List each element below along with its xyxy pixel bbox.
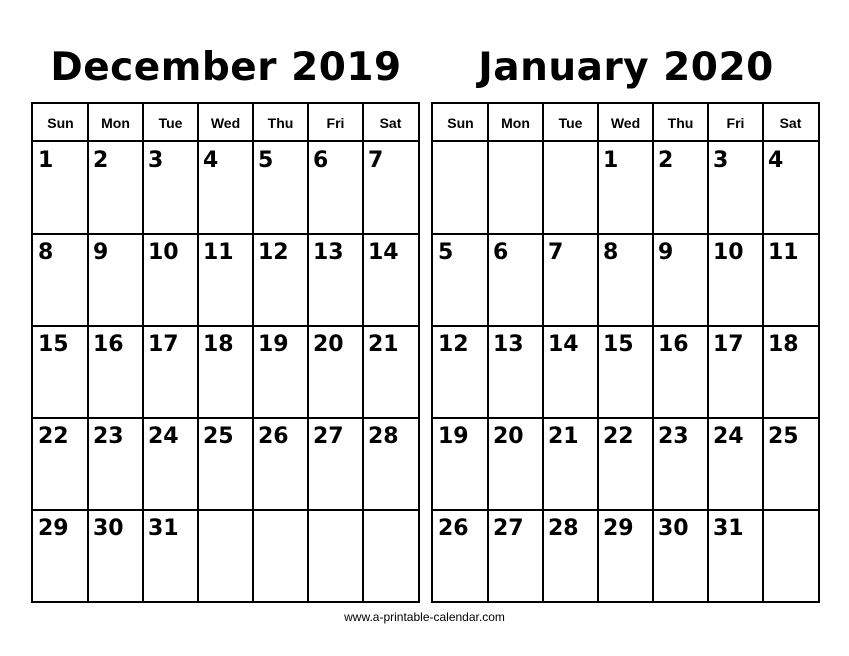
day-number: 12	[258, 240, 289, 265]
weekday-sun: Sun	[47, 115, 74, 131]
weekday-fri: Fri	[326, 115, 345, 131]
day-number: 4	[203, 148, 219, 173]
weekday-tue: Tue	[558, 115, 583, 131]
grid-row-divider	[433, 417, 818, 419]
weekday-wed: Wed	[210, 115, 241, 131]
day-number: 13	[313, 240, 344, 265]
grid-column-divider	[652, 104, 654, 601]
day-number: 31	[713, 516, 744, 541]
day-number: 21	[368, 332, 399, 357]
day-number: 7	[368, 148, 384, 173]
day-number: 10	[148, 240, 179, 265]
day-number: 24	[713, 424, 744, 449]
weekday-header-row	[433, 104, 818, 142]
grid-column-divider	[762, 104, 764, 601]
day-number: 28	[368, 424, 399, 449]
day-number: 21	[548, 424, 579, 449]
day-number: 20	[493, 424, 524, 449]
day-number: 14	[548, 332, 579, 357]
day-number: 18	[768, 332, 799, 357]
grid-column-divider	[307, 104, 309, 601]
weekday-fri: Fri	[726, 115, 745, 131]
day-number: 15	[38, 332, 69, 357]
day-number: 12	[438, 332, 469, 357]
day-number: 1	[603, 148, 619, 173]
day-number: 8	[38, 240, 54, 265]
day-number: 5	[258, 148, 274, 173]
grid-column-divider	[252, 104, 254, 601]
day-number: 14	[368, 240, 399, 265]
day-number: 17	[148, 332, 179, 357]
grid-column-divider	[142, 104, 144, 601]
month-title: December 2019	[50, 45, 402, 90]
weekday-sat: Sat	[379, 115, 402, 131]
day-number: 30	[93, 516, 124, 541]
day-number: 20	[313, 332, 344, 357]
weekday-tue: Tue	[158, 115, 183, 131]
day-number: 6	[493, 240, 509, 265]
day-number: 30	[658, 516, 689, 541]
day-number: 22	[603, 424, 634, 449]
day-number: 29	[38, 516, 69, 541]
grid-column-divider	[542, 104, 544, 601]
day-number: 3	[148, 148, 164, 173]
day-number: 22	[38, 424, 69, 449]
day-number: 26	[438, 516, 469, 541]
day-number: 31	[148, 516, 179, 541]
day-number: 2	[93, 148, 109, 173]
day-number: 28	[548, 516, 579, 541]
weekday-thu: Thu	[267, 115, 294, 131]
day-number: 9	[93, 240, 109, 265]
grid-column-divider	[707, 104, 709, 601]
grid-column-divider	[362, 104, 364, 601]
weekday-header-row	[33, 104, 418, 142]
day-number: 16	[658, 332, 689, 357]
grid-column-divider	[597, 104, 599, 601]
day-number: 29	[603, 516, 634, 541]
day-number: 23	[658, 424, 689, 449]
day-number: 11	[768, 240, 799, 265]
grid-column-divider	[197, 104, 199, 601]
day-number: 1	[38, 148, 54, 173]
grid-column-divider	[87, 104, 89, 601]
day-number: 18	[203, 332, 234, 357]
calendar-grid	[431, 102, 820, 603]
day-number: 13	[493, 332, 524, 357]
calendar-grid	[31, 102, 420, 603]
day-number: 23	[93, 424, 124, 449]
day-number: 17	[713, 332, 744, 357]
footer-url: www.a-printable-calendar.com	[344, 610, 505, 624]
weekday-mon: Mon	[501, 115, 530, 131]
weekday-sat: Sat	[779, 115, 802, 131]
day-number: 24	[148, 424, 179, 449]
day-number: 3	[713, 148, 729, 173]
grid-row-divider	[33, 417, 418, 419]
day-number: 9	[658, 240, 674, 265]
grid-row-divider	[33, 325, 418, 327]
weekday-thu: Thu	[667, 115, 694, 131]
month-title: January 2020	[478, 45, 774, 90]
day-number: 27	[313, 424, 344, 449]
weekday-wed: Wed	[610, 115, 641, 131]
day-number: 25	[768, 424, 799, 449]
grid-row-divider	[33, 233, 418, 235]
day-number: 6	[313, 148, 329, 173]
day-number: 2	[658, 148, 674, 173]
day-number: 7	[548, 240, 564, 265]
day-number: 16	[93, 332, 124, 357]
grid-column-divider	[487, 104, 489, 601]
day-number: 26	[258, 424, 289, 449]
grid-row-divider	[433, 233, 818, 235]
day-number: 11	[203, 240, 234, 265]
day-number: 19	[438, 424, 469, 449]
day-number: 25	[203, 424, 234, 449]
day-number: 5	[438, 240, 454, 265]
grid-row-divider	[433, 325, 818, 327]
day-number: 8	[603, 240, 619, 265]
grid-row-divider	[33, 509, 418, 511]
day-number: 19	[258, 332, 289, 357]
grid-row-divider	[433, 509, 818, 511]
day-number: 27	[493, 516, 524, 541]
weekday-mon: Mon	[101, 115, 130, 131]
weekday-sun: Sun	[447, 115, 474, 131]
day-number: 10	[713, 240, 744, 265]
day-number: 4	[768, 148, 784, 173]
day-number: 15	[603, 332, 634, 357]
